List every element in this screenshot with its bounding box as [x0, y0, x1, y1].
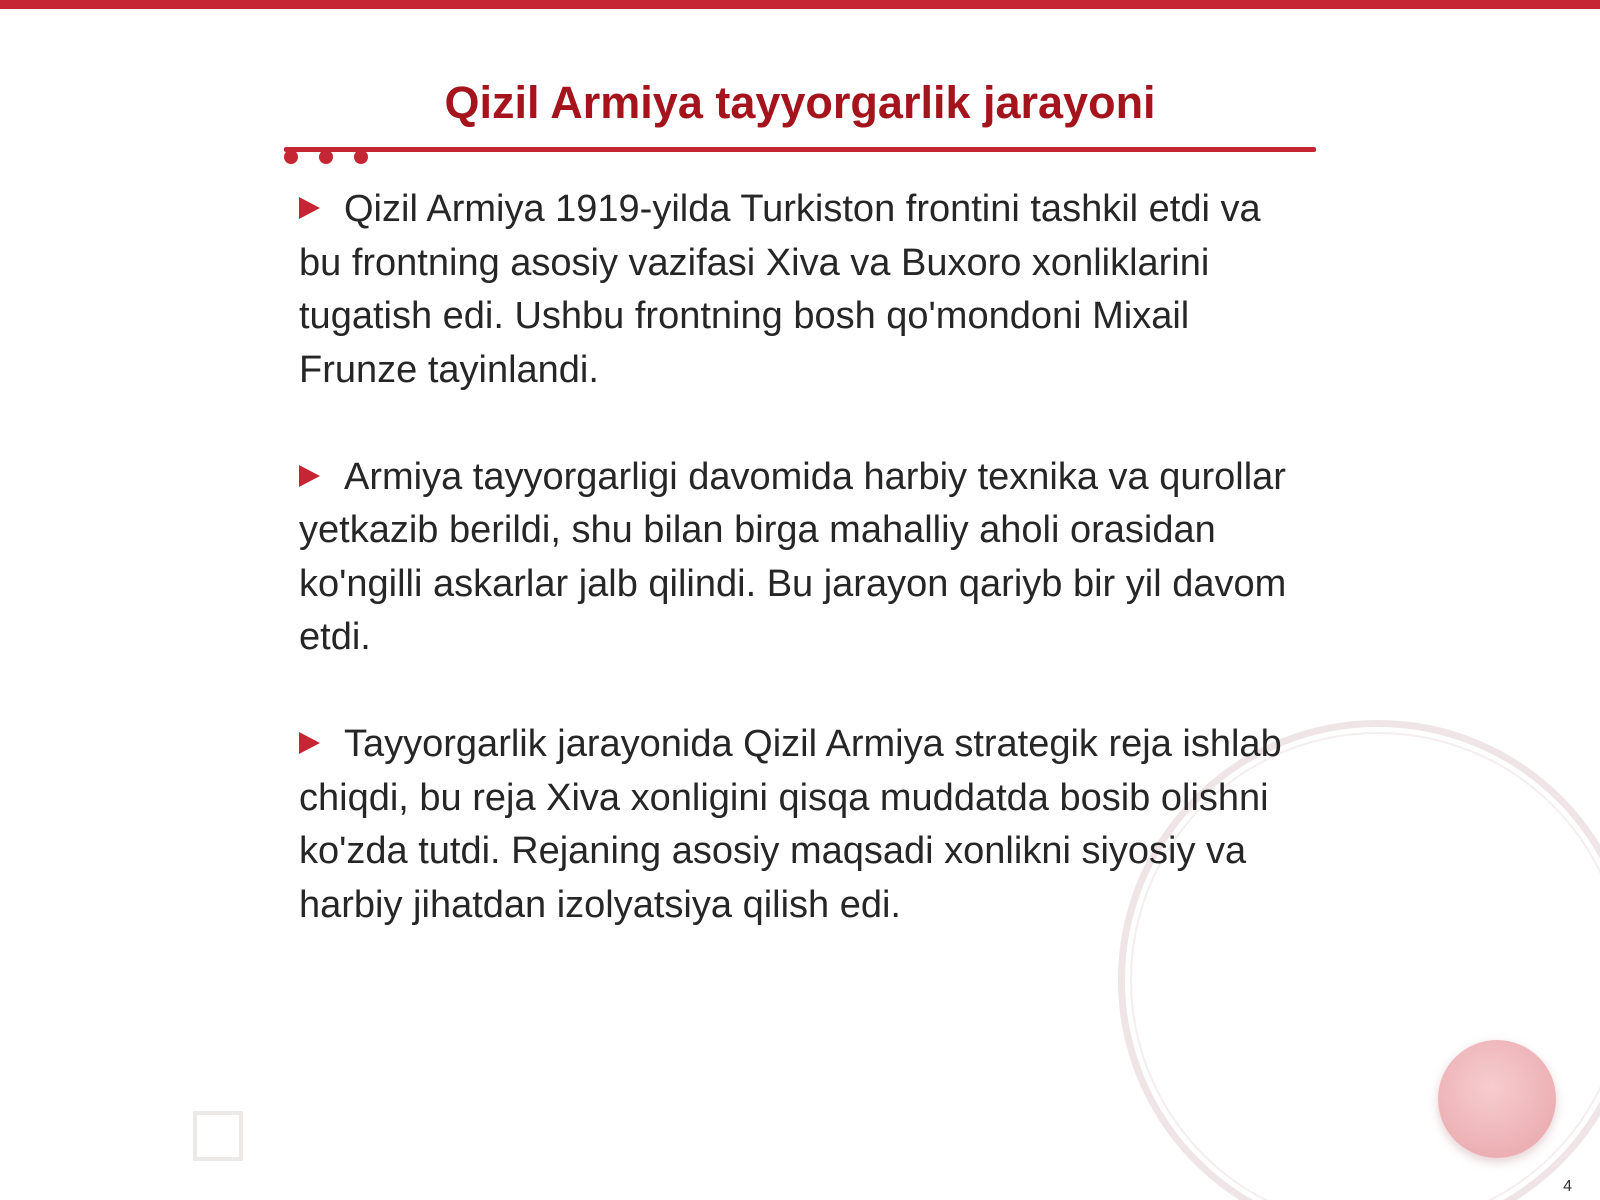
decorative-circle [1438, 1040, 1556, 1158]
title-dot [354, 150, 368, 164]
triangle-right-icon [299, 197, 320, 219]
bullet-item [299, 451, 1299, 665]
title-underline [284, 147, 1316, 152]
decorative-square [193, 1111, 243, 1161]
bullet-text: Tayyorgarlik jarayonida Qizil Armiya strategik reja ishlab chiqdi, bu reja Xiva xonligini qisqa muddatda bosib olishni ko'zda tutdi. Rejaning asosiy maqsadi xonlikni siyosiy va harbiy jihatdan izolyatsiya qilish edi. [299, 723, 1282, 926]
bullet-text: Armiya tayyorgarligi davomida harbiy texnika va qurollar yetkazib berildi, shu bilan birga mahalliy aholi orasidan ko'ngilli askarlar jalb qilindi. Bu jarayon qariyb bir yil davom etdi. [299, 455, 1287, 658]
top-accent-bar [0, 0, 1600, 9]
triangle-right-icon [299, 465, 320, 487]
title-dot [319, 150, 333, 164]
bullet-text: Qizil Armiya 1919-yilda Turkiston frontini tashkil etdi va bu frontning asosiy vazifasi Xiva va Buxoro xonliklarini tugatish edi. Ushbu frontning bosh qo'mondoni Mixail Frunze tayinlandi. [299, 188, 1261, 391]
page-number: 4 [1563, 1178, 1572, 1195]
bullet-item [299, 718, 1299, 932]
triangle-right-icon [299, 732, 320, 754]
title-dot [284, 150, 298, 164]
bullet-list [299, 183, 1299, 986]
slide-title: Qizil Armiya tayyorgarlik jarayoni [444, 77, 1156, 128]
bullet-item [299, 183, 1299, 397]
